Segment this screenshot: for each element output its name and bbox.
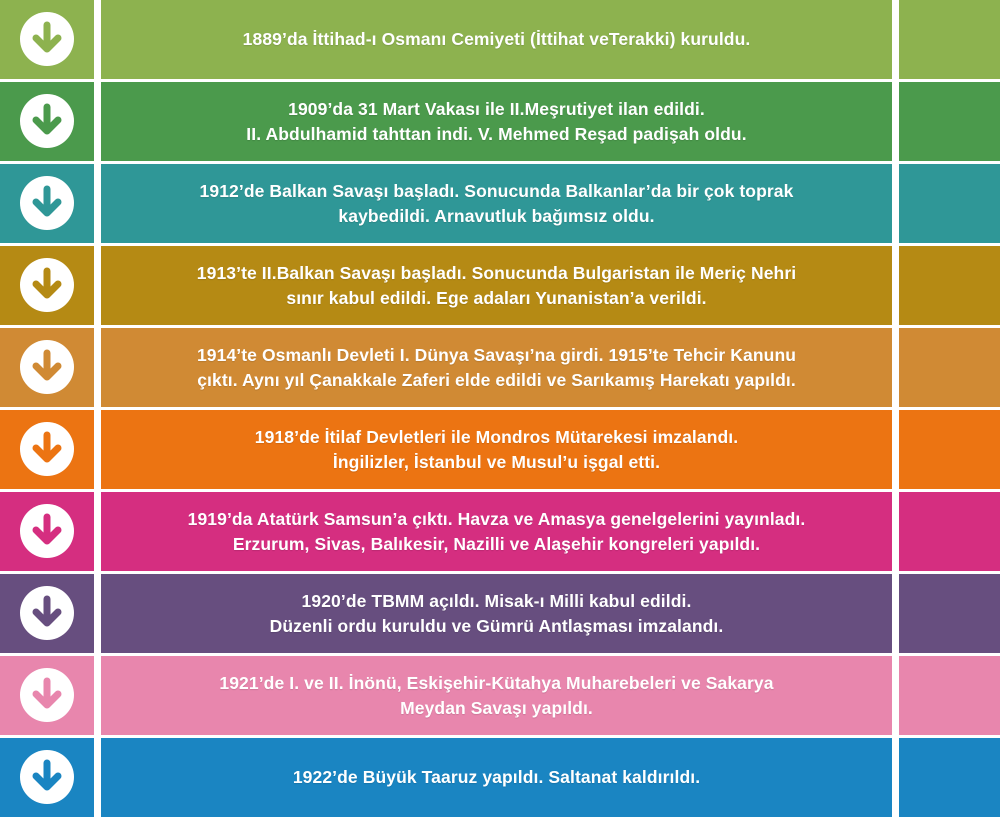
event-text: 1913’te II.Balkan Savaşı başladı. Sonucunda Bulgaristan ile Meriç Nehri sınır kabul edildi. Ege adaları Yunanistan’a verildi. [196, 262, 797, 308]
down-arrow-icon [20, 750, 74, 804]
event-band [101, 82, 892, 161]
left-band [0, 410, 94, 489]
event-band [101, 164, 892, 243]
right-band [899, 492, 1000, 571]
event-band [101, 738, 892, 817]
timeline-row-2 [0, 82, 1000, 161]
event-text: 1922’de Büyük Taaruz yapıldı. Saltanat kaldırıldı. [292, 767, 701, 787]
event-text: 1912’de Balkan Savaşı başladı. Sonucunda Balkanlar’da bir çok toprak kaybedildi. Arnavutluk bağımsız oldu. [199, 180, 794, 226]
right-band [899, 410, 1000, 489]
event-text: 1920’de TBMM açıldı. Misak-ı Milli kabul edildi. Düzenli ordu kuruldu ve Gümrü Antlaşması imzalandı. [269, 590, 724, 636]
event-band [101, 0, 892, 79]
right-band [899, 82, 1000, 161]
left-band [0, 738, 94, 817]
left-band [0, 82, 94, 161]
down-arrow-icon [20, 504, 74, 558]
event-band [101, 246, 892, 325]
event-text: 1919’da Atatürk Samsun’a çıktı. Havza ve Amasya genelgelerini yayınladı. Erzurum, Sivas, Balıkesir, Nazilli ve Alaşehir kongreleri yapıldı. [187, 508, 806, 554]
down-arrow-icon [20, 258, 74, 312]
event-text: 1909’da 31 Mart Vakası ile II.Meşrutiyet ilan edildi. II. Abdulhamid tahttan indi. V. Mehmed Reşad padişah oldu. [246, 98, 747, 144]
down-arrow-icon [20, 12, 74, 66]
timeline-row-10 [0, 738, 1000, 817]
event-band [101, 574, 892, 653]
event-text: 1918’de İtilaf Devletleri ile Mondros Mütarekesi imzalandı. İngilizler, İstanbul ve Musul’u işgal etti. [254, 426, 739, 472]
event-band [101, 656, 892, 735]
down-arrow-icon [20, 94, 74, 148]
down-arrow-icon [20, 586, 74, 640]
event-band [101, 410, 892, 489]
left-band [0, 328, 94, 407]
timeline-row-1 [0, 0, 1000, 79]
left-band [0, 492, 94, 571]
timeline-row-5 [0, 328, 1000, 407]
left-band [0, 164, 94, 243]
left-band [0, 0, 94, 79]
timeline-row-9 [0, 656, 1000, 735]
down-arrow-icon [20, 340, 74, 394]
event-band [101, 492, 892, 571]
timeline-row-3 [0, 164, 1000, 243]
event-text: 1921’de I. ve II. İnönü, Eskişehir-Kütahya Muharebeleri ve Sakarya Meydan Savaşı yapıldı. [219, 672, 774, 718]
left-band [0, 246, 94, 325]
right-band [899, 246, 1000, 325]
event-text: 1889’da İttihad-ı Osmanı Cemiyeti (İttihat veTerakki) kuruldu. [242, 29, 751, 49]
timeline-row-4 [0, 246, 1000, 325]
timeline-row-8 [0, 574, 1000, 653]
timeline-row-6 [0, 410, 1000, 489]
right-band [899, 328, 1000, 407]
right-band [899, 0, 1000, 79]
right-band [899, 656, 1000, 735]
down-arrow-icon [20, 176, 74, 230]
timeline-row-7 [0, 492, 1000, 571]
event-text: 1914’te Osmanlı Devleti I. Dünya Savaşı’na girdi. 1915’te Tehcir Kanunu çıktı. Aynı yıl Çanakkale Zaferi elde edildi ve Sarıkamış Harekatı yapıldı. [196, 344, 797, 390]
down-arrow-icon [20, 422, 74, 476]
event-band [101, 328, 892, 407]
left-band [0, 574, 94, 653]
left-band [0, 656, 94, 735]
right-band [899, 738, 1000, 817]
down-arrow-icon [20, 668, 74, 722]
right-band [899, 574, 1000, 653]
right-band [899, 164, 1000, 243]
